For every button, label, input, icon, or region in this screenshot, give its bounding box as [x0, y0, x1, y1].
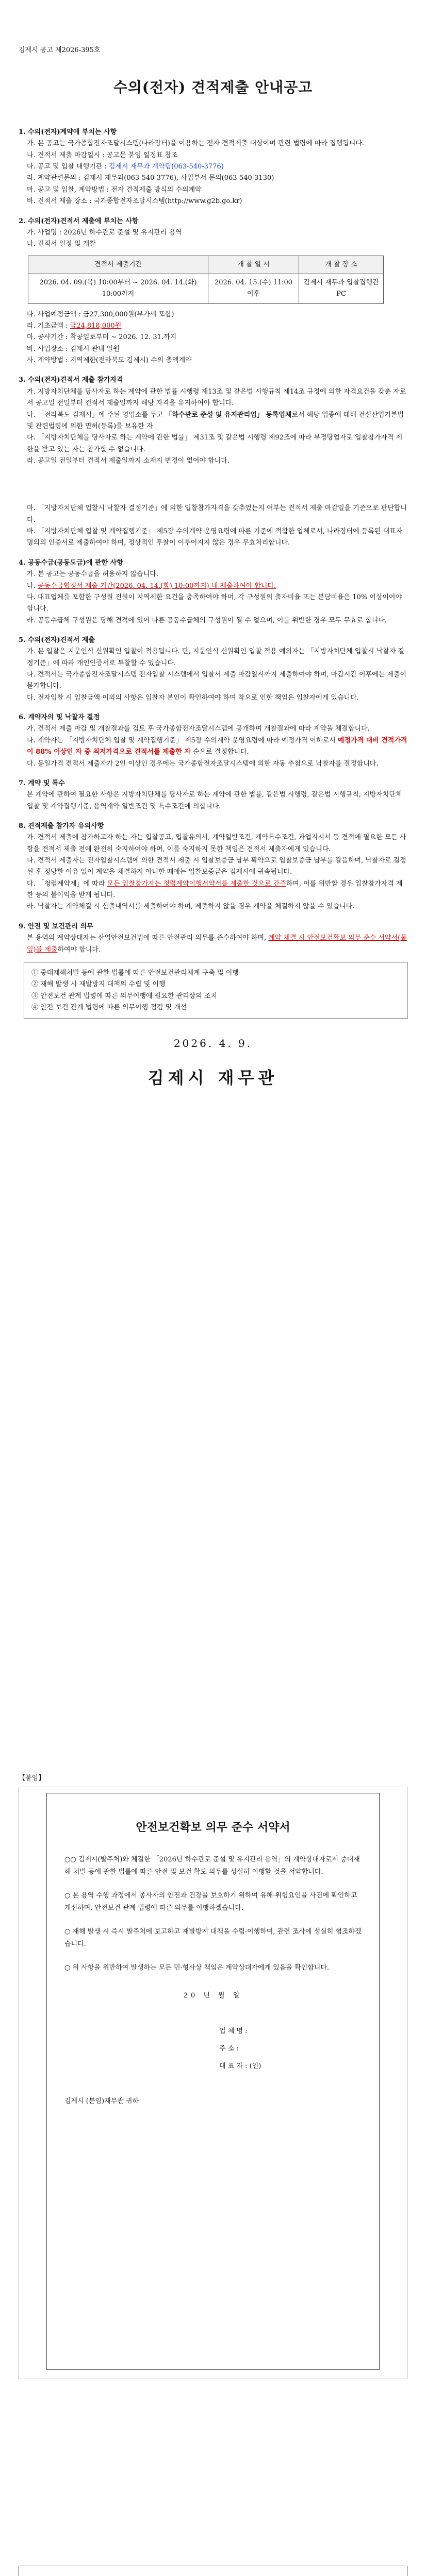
sec2-item: 사. 계약방법 : 지역제한(전라북도 김제시) 수의 총액계약: [27, 357, 192, 365]
safety-duty-item: ② 재해 발생 시 재발방지 대책의 수립 및 이행: [31, 980, 166, 989]
sec7-item: 본 계약에 관하여 필요한 사항은 지방자치단체를 당사자로 하는 계약에 관한 법률, 같은법 시행령, 같은법 시행규칙, 지방자치단체 입찰 및 계약집행기준, 용역계약 일반조건 및 특수조건에 의합니다.: [27, 791, 402, 810]
pledge-address-field: 주 소 :: [219, 2044, 239, 2053]
pledge-title: 안전보건확보 의무 준수 서약서: [136, 1821, 290, 1834]
sec8-text: 다. 「청렴계약제」에 따라: [27, 879, 107, 888]
sec9-text: 본 용역의 계약상대자는 산업안전보건법에 따른 안전관리 의무를 준수하여야 하며,: [27, 934, 269, 942]
section-1-heading: 1. 수의(전자)계약에 부치는 사항: [19, 128, 117, 136]
sec3-item: 바. 「지방자치단체 입찰 및 계약집행기준」 제5장 수의계약 운영요령에 따른 기준에 적합한 업체로서, 나라장터에 등록된 대표자 명의의 인증서로 제출하여야 하며, 정상적인 투찰이 이루어지지 않은 경우 무효처리합니다.: [27, 528, 403, 547]
notice-number: 김제시 공고 제2026-395호: [19, 46, 101, 54]
sec3-item: 가. 지방자치단체를 당사자로 하는 계약에 관한 법률 시행령 제13조 및 같은법 시행규칙 제14조 규정에 의한 자격요건을 갖춘 자로서 공고일 전일부터 견적서 제출일까지 해당 자격을 유지하여야 합니다.: [27, 387, 406, 408]
pledge-recipient: 김제시 (분임)재무관 귀하: [64, 2097, 139, 2106]
sec2-item: 다. 사업예정금액 : 금27,300,000원(부가세 포함): [27, 310, 174, 318]
sec1-item: [19, 161, 407, 173]
sec8-emphasis: 모든 입찰참가자는 청렴계약이행서약서를 제출한 것으로 간주: [107, 879, 286, 888]
pledge-item: ○ 재해 발생 시 즉시 발주처에 보고하고 재발방지 대책을 수립·이행하며, 관련 조사에 성실히 협조하겠습니다.: [64, 1927, 362, 1948]
attachment-label: 【붙임】: [19, 1774, 45, 1782]
sec4-item: 가. 본 공고는 공동수급을 허용하지 않습니다.: [27, 570, 158, 579]
notice-date: 2026. 4. 9.: [173, 1037, 253, 1050]
pledge-item: ○ 본 용역 수행 과정에서 종사자의 안전과 건강을 보호하기 위하여 유해·위험요인을 사전에 확인하고 개선하며, 안전보건 관계 법령에 따른 의무를 이행하겠습니다.: [64, 1891, 357, 1912]
sec6-text: 순으로 결정합니다.: [190, 748, 249, 756]
sec4-emphasis: 공동수급협정서 제출 기간(2026. 04. 14.(화) 10:00까지) 내 제출하여야 합니다.: [37, 582, 276, 590]
pledge-signature-block: [64, 2023, 362, 2075]
sec3-text: 나. 「전라북도 김제시」에 주된 영업소를 두고: [27, 411, 166, 419]
sec1-item: 가. 본 공고는 국가종합전자조달시스템(나라장터)을 이용하는 전자 견적제출 대상이며 관련 법령에 따라 집행됩니다.: [27, 140, 365, 148]
sec9-item: [19, 933, 407, 956]
sec6-item: 가. 견적서 제출 마감 및 개찰결과를 검토 후 국가종합전자조달시스템에 공개하며 개찰결과에 따라 계약을 체결합니다.: [27, 725, 370, 733]
section-2-heading: 2. 수의(전자)견적서 제출에 부치는 사항: [19, 217, 139, 225]
sec1-item: 바. 견적서 제출 장소 : 국가종합전자조달시스템(http://www.g2b.go.kr): [27, 197, 242, 206]
sec3-item: 라. 공고일 전일부터 견적서 제출일까지 소재지 변경이 없어야 합니다.: [27, 456, 230, 465]
sec9-text: 하여야 합니다.: [57, 945, 101, 954]
sec6-item: [19, 735, 407, 758]
sec1-item: 라. 계약관련문의 : 김제시 재무과(063-540-3776), 사업부서 문의(063-540-3130): [27, 174, 274, 182]
safety-duty-box: [24, 962, 407, 1019]
page-title: 수의(전자) 견적제출 안내공고: [113, 79, 313, 96]
schedule-cell: 2026. 04. 09.(목) 10:00부터 ~ 2026. 04. 14.(화) 10:00까지: [28, 274, 208, 303]
notice-body: [19, 118, 407, 1092]
sec1-item: 마. 공고 및 입찰, 계약방법 : 전자 견적제출 방식의 수의계약: [27, 185, 202, 194]
sec4-item: [19, 581, 407, 592]
consent-form: [19, 2566, 407, 2576]
sec2-item: 가. 사업명 : 2026년 하수관로 준설 및 유지관리 용역: [27, 228, 182, 236]
issuer-name: 김제시 재무관: [148, 1067, 278, 1088]
safety-duty-item: ① 중대재해처벌 등에 관한 법률에 따른 안전보건관리체계 구축 및 이행: [31, 969, 239, 977]
pledge-item: ○○ 김제시(발주처)와 체결한 「2026년 하수관로 준설 및 유지관리 용역」의 계약상대자로서 중대재해 처벌 등에 관한 법률에 따른 안전 및 보건 확보 의무를 성실히 이행할 것을 서약합니다.: [64, 1855, 360, 1876]
schedule-header-cell: 개 찰 장 소: [299, 256, 383, 274]
section-9-heading: 9. 안전 및 보건관리 의무: [19, 922, 93, 930]
schedule-table: [28, 256, 384, 304]
sec2-item-label: 라. 기초금액 :: [27, 322, 70, 330]
safety-duty-item: ④ 안전 보건 관계 법령에 따른 의무이행 점검 및 개선: [31, 1004, 187, 1011]
sec2-item: 마. 공사기간 : 착공일로부터 ~ 2026. 12. 31.까지: [27, 333, 177, 342]
sec6-item: 다. 동일가격 견적서 제출자가 2인 이상인 경우에는 국가종합전자조달시스템에 의한 자동 추첨으로 낙찰자를 결정합니다.: [27, 759, 379, 768]
sec2-item: 바. 사업장소 : 김제시 관내 일원: [27, 345, 120, 353]
sec5-item: 가. 본 입찰은 지문인식 신원확인 입찰이 적용됩니다. 단, 지문인식 신원확인 입찰 적용 예외자는 「지방자치단체 입찰시 낙찰자 결정기준」에 따라 개인인증서로 투찰할 수 있습니다.: [27, 648, 404, 667]
sec1-item-label: 다. 공고 및 입찰 대행기관 :: [27, 163, 109, 171]
agency-contact: 김제시 재무과 계약팀(063-540-3776): [108, 163, 224, 171]
safety-duty-item: ③ 안전보건 관계 법령에 따른 의무이행에 필요한 관리상의 조치: [31, 992, 218, 1000]
sec1-item: 나. 견적서 제출 마감일시 : 공고문 붙임 일정표 참조: [27, 151, 178, 159]
section-4-heading: 4. 공동수급(공동도급)에 관한 사항: [19, 558, 123, 567]
sec8-item: 가. 견적서 제출에 참가하고자 하는 자는 입찰공고, 입찰유의서, 계약일반조건, 계약특수조건, 과업지시서 등 견적에 필요한 모든 사항을 견적서 제출 전에 완전히 숙지하여야 하며, 이를 숙지하지 못한 책임은 견적서 제출자에게 있습니다.: [27, 834, 406, 853]
sec2-item: 나. 견적서 일정 및 개찰: [27, 240, 96, 248]
schedule-header-cell: 개 찰 일 시: [208, 256, 299, 274]
sec4-item: 라. 공동수급체 구성원은 당해 견적에 있어 다른 공동수급체의 구성원이 될 수 없으며, 이를 위반한 경우 모두 무효로 합니다.: [27, 616, 387, 624]
pledge-ceo-field: 대 표 자 : (인): [219, 2062, 261, 2070]
pledge-form: [46, 1793, 380, 2370]
sec9-emphasis: 계약 체결 시 안전보건확보 의무 준수 서약서(붙임)를 제출: [27, 934, 407, 954]
sec3-item: 다. 「지방자치단체를 당사자로 하는 계약에 관한 법률」 제31조 및 같은법 시행령 제92조에 따라 부정당업자로 입찰참가자격 제한을 받고 있는 자는 참가할 수 없습니다.: [27, 434, 402, 453]
schedule-cell: 김제시 재무과 입찰집행관 PC: [299, 274, 383, 303]
sec5-item: 다. 전자입찰 시 입찰금액 이외의 사항은 입찰자 본인이 확인하여야 하며 착오로 인한 책임은 입찰자에게 있습니다.: [27, 693, 359, 702]
schedule-header-cell: 견적서 제출기간: [28, 256, 208, 274]
sec8-item: 나. 견적서 제출자는 전자입찰시스템에 의한 견적서 제출 시 입찰보증금 납부 확약으로 입찰보증금 납부를 갈음하며, 낙찰자로 결정된 후 정당한 이유 없이 계약을 체결하지 아니한 때에는 입찰보증금은 김제시에 귀속됩니다.: [27, 857, 406, 876]
pledge-item: ○ 위 사항을 위반하여 발생하는 모든 민·형사상 책임은 계약상대자에게 있음을 확인합니다.: [64, 1963, 330, 1972]
pledge-company-field: 업 체 명 :: [219, 2027, 248, 2036]
sec4-item: 다. 대표업체를 포함한 구성원 전원이 지역제한 요건을 충족하여야 하며, 각 구성원의 출자비율 또는 분담비율은 10% 이상이어야 합니다.: [27, 593, 402, 613]
section-8-heading: 8. 견적제출 참가자 유의사항: [19, 822, 104, 830]
section-6-heading: 6. 계약자의 및 낙찰자 결정: [19, 714, 100, 722]
sec5-item: 나. 견적서는 국가종합전자조달시스템 전자입찰 시스템에서 입찰서 제출 마감일시까지 제출하여야 하며, 마감시간 이후에는 제출이 불가합니다.: [27, 671, 406, 690]
schedule-cell: 2026. 04. 15.(수) 11:00 이후: [208, 274, 299, 303]
sec6-text: 나. 계약자는 「지방자치단체 입찰 및 계약집행기준」 제5장 수의계약 운영요령에 따라 예정가격 이하로서: [27, 736, 338, 744]
sec3-item: 마. 「지방자치단체 입찰시 낙찰자 결정기준」에 의한 입찰참가자격을 갖추었는지 여부는 견적서 제출 마감일을 기준으로 판단합니다.: [27, 504, 407, 524]
section-3-heading: 3. 수의(전자)견적서 제출 참가자격: [19, 376, 123, 384]
sec3-item: [19, 410, 407, 433]
sec8-item: 라. 낙찰자는 계약체결 시 산출내역서를 제출하여야 하며, 제출하지 않을 경우 계약을 체결하지 않을 수 있습니다.: [27, 903, 355, 911]
base-amount: 금24,818,000원: [70, 322, 122, 330]
sec6-emphasis: 예정가격 대비 견적가격이 88% 이상인 자 중 최저가격으로 견적서를 제출한 자: [27, 736, 407, 756]
section-7-heading: 7. 계약 및 특수: [19, 779, 65, 787]
section-5-heading: 5. 수의(전자)견적서 제출: [19, 636, 95, 644]
sec8-item: [19, 878, 407, 902]
sec8-text: 하며, 이를 위반할 경우 입찰참가자격 제한 등의 불이익을 받게 됩니다.: [27, 879, 403, 900]
sec2-item: [19, 320, 407, 332]
table-row: [28, 274, 384, 303]
sec4-text: 나.: [27, 582, 38, 590]
sec3-emphasis: 「하수관로 준설 및 유지관리업」 등록업체: [165, 411, 292, 419]
schedule-header-row: [28, 256, 384, 274]
sec3-text: 로서 해당 업종에 대해 건설산업기본법 및 관련법령에 의한 면허(등록)를 보유한 자: [27, 411, 404, 430]
pledge-date: 20 년 월 일: [183, 1992, 243, 2000]
